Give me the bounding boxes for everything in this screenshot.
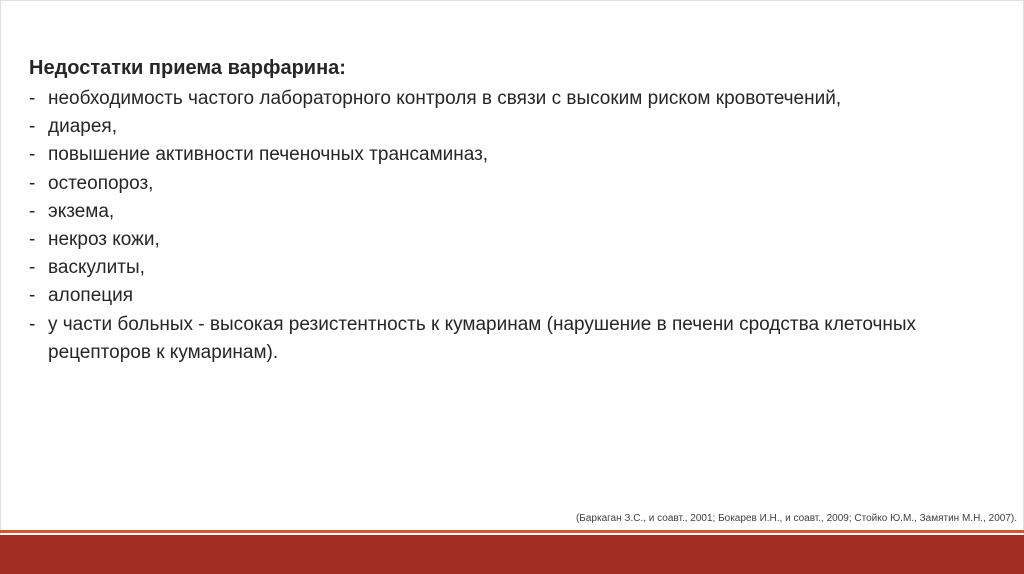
list-item — [29, 141, 1024, 169]
bullet-dash: - — [29, 116, 36, 138]
list-item — [29, 282, 1024, 310]
citation: (Баркаган З.С., и соавт., 2001; Бокарев И.Н., и соавт., 2009; Стойко Ю.М., Замятин М.Н., 2007). — [575, 513, 1017, 524]
list-item-text: алопеция — [48, 285, 134, 307]
list-item — [29, 113, 1024, 141]
list-item-text: экзема, — [48, 200, 115, 222]
footer-accent-line — [0, 530, 1024, 533]
bullet-dash: - — [29, 257, 36, 279]
bullet-dash: - — [29, 229, 36, 251]
bullet-dash: - — [29, 285, 36, 307]
bullet-indent — [29, 339, 48, 367]
bullet-list — [29, 85, 1024, 367]
slide-title: Недостатки приема варфарина: — [29, 57, 346, 79]
list-item — [29, 311, 1024, 339]
list-item-text: остеопороз, — [48, 172, 154, 194]
bullet-dash: - — [29, 172, 36, 194]
bullet-dash: - — [29, 88, 36, 109]
bullet-dash: - — [29, 144, 36, 166]
list-item — [29, 198, 1024, 226]
list-item-text: васкулиты, — [48, 257, 145, 279]
list-item — [29, 226, 1024, 254]
list-item — [29, 85, 1024, 113]
list-item-text: необходимость частого лабораторного контроля в связи с высоким риском кровотечений, — [48, 88, 842, 109]
footer-bar — [0, 535, 1024, 574]
list-item-continuation — [29, 339, 1024, 367]
list-item — [29, 170, 1024, 198]
list-item — [29, 254, 1024, 282]
list-item-text: рецепторов к кумаринам). — [48, 341, 279, 363]
list-item-text: у части больных - высокая резистентность к кумаринам (нарушение в печени сродства клеточных — [48, 313, 917, 335]
list-item-text: некроз кожи, — [48, 229, 160, 251]
bullet-dash: - — [29, 313, 36, 335]
list-item-text: повышение активности печеночных трансаминаз, — [48, 144, 489, 166]
bullet-dash: - — [29, 200, 36, 222]
list-item-text: диарея, — [48, 116, 117, 138]
